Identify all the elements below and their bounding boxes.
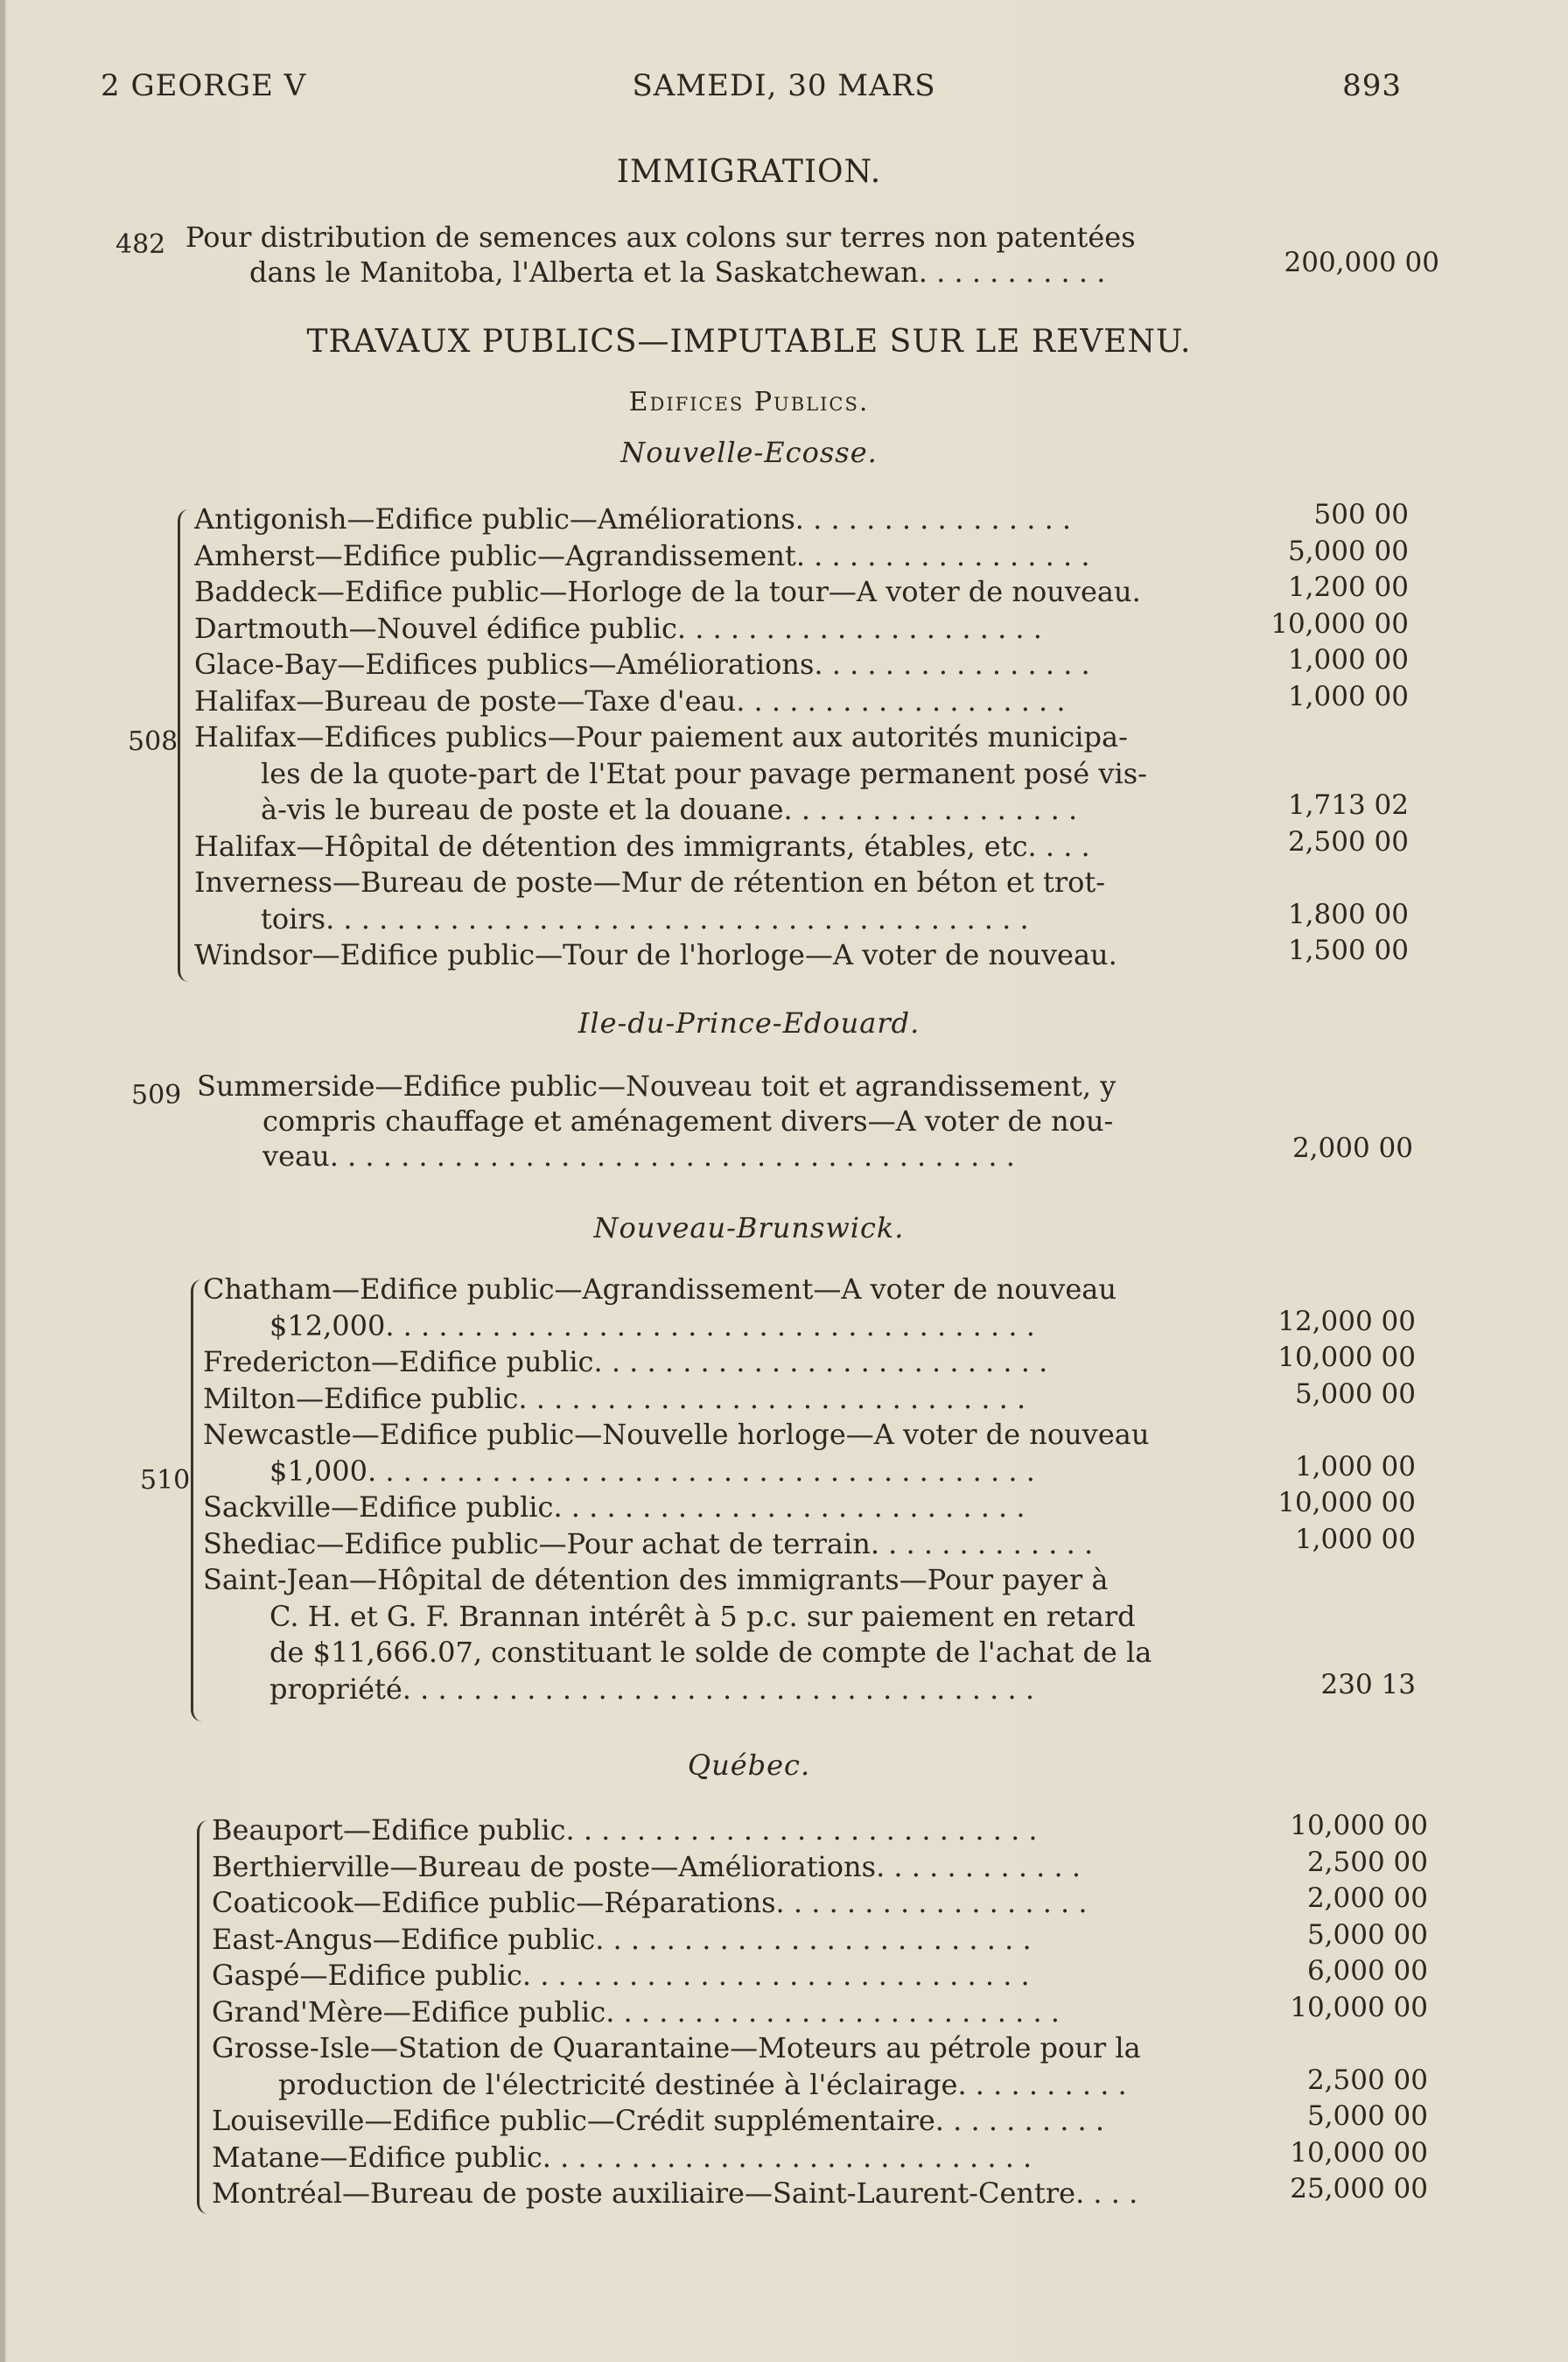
bracket: [197, 1820, 208, 2214]
entry-amount: 5,000 00: [1306, 1918, 1428, 1951]
entry-amount: 1,000 00: [1287, 644, 1409, 676]
entry-line: Coaticook—Edifice public—Réparations. . . . . . . . . . . . . . . . . .: [212, 1886, 1088, 1919]
entry-line: Chatham—Edifice public—Agrandissement—A voter de nouveau: [203, 1272, 1116, 1306]
entry-line: Sackville—Edifice public. . . . . . . . . . . . . . . . . . . . . . . . . . .: [203, 1490, 1026, 1524]
entry-amount: 1,000 00: [1287, 680, 1409, 712]
entry-line: $1,000. . . . . . . . . . . . . . . . . . . . . . . . . . . . . . . . . . . . . .: [270, 1454, 1035, 1488]
entry-amount: 1,800 00: [1287, 898, 1409, 930]
entry-line: dans le Manitoba, l'Alberta et la Saskatchewan. . . . . . . . . . .: [249, 256, 1106, 289]
vote-number: 482: [116, 229, 166, 260]
entry-amount: 10,000 00: [1270, 607, 1409, 640]
entry-amount: 2,000 00: [1292, 1132, 1413, 1164]
entry-amount: 230 13: [1320, 1668, 1416, 1700]
entry-line: Grand'Mère—Edifice public. . . . . . . . . . . . . . . . . . . . . . . . . .: [212, 1994, 1060, 2029]
entry-line: Grosse-Isle—Station de Quarantaine—Moteurs au pétrole pour la: [212, 2031, 1141, 2064]
entry-line: Newcastle—Edifice public—Nouvelle horloge—A voter de nouveau: [203, 1418, 1150, 1451]
entry-amount: 1,200 00: [1287, 571, 1409, 603]
province-heading-quebec: Québec.: [687, 1749, 811, 1782]
entry-line: Halifax—Hôpital de détention des immigrants, étables, etc. . . .: [194, 829, 1090, 863]
entry-amount: 1,000 00: [1294, 1523, 1416, 1555]
bracket: [178, 509, 189, 982]
entry-line: C. H. et G. F. Brannan intérêt à 5 p.c. sur paiement en retard: [270, 1599, 1136, 1633]
entry-amount: 6,000 00: [1306, 1955, 1428, 1987]
header-reign: 2 GEORGE V: [101, 68, 307, 103]
entry-line: veau. . . . . . . . . . . . . . . . . . . . . . . . . . . . . . . . . . . . . . .: [262, 1139, 1015, 1173]
entry-line: Beauport—Edifice public. . . . . . . . . . . . . . . . . . . . . . . . . . .: [212, 1813, 1038, 1847]
entry-line: $12,000. . . . . . . . . . . . . . . . . . . . . . . . . . . . . . . . . . . . .: [270, 1308, 1035, 1342]
entry-amount: 10,000 00: [1278, 1342, 1416, 1373]
entry-amount: 10,000 00: [1278, 1487, 1416, 1518]
entry-amount: 200,000 00: [1284, 247, 1439, 278]
entry-line: Baddeck—Edifice public—Horloge de la tour—A voter de nouveau.: [194, 575, 1141, 608]
entry-line: Halifax—Bureau de poste—Taxe d'eau. . . . . . . . . . . . . . . . . . .: [194, 683, 1066, 718]
entry-line: Montréal—Bureau de poste auxiliaire—Saint-Laurent-Centre. . . .: [212, 2176, 1138, 2210]
entry-line: les de la quote-part de l'Etat pour pavage permanent posé vis-: [261, 756, 1147, 790]
bracket: [191, 1279, 202, 1721]
entry-amount: 1,000 00: [1294, 1450, 1416, 1482]
entry-line: Berthierville—Bureau de poste—Améliorations. . . . . . . . . . . .: [212, 1849, 1082, 1883]
vote-number: 510: [140, 1465, 191, 1496]
entry-line: Saint-Jean—Hôpital de détention des immigrants—Pour payer à: [203, 1563, 1109, 1596]
entry-line: Milton—Edifice public. . . . . . . . . . . . . . . . . . . . . . . . . . . . .: [203, 1381, 1026, 1415]
entry-line: toirs. . . . . . . . . . . . . . . . . . . . . . . . . . . . . . . . . . . . . . . .: [261, 901, 1029, 936]
header-date: SAMEDI, 30 MARS: [632, 68, 936, 103]
entry-amount: 25,000 00: [1290, 2173, 1428, 2204]
section-title-travaux-publics: TRAVAUX PUBLICS—IMPUTABLE SUR LE REVENU.: [306, 324, 1192, 360]
entry-amount: 5,000 00: [1294, 1377, 1416, 1410]
entry-line: Inverness—Bureau de poste—Mur de rétention en béton et trot-: [194, 866, 1106, 899]
entry-amount: 2,500 00: [1306, 2064, 1428, 2096]
page-number: 893: [1342, 68, 1402, 103]
entry-line: de $11,666.07, constituant le solde de compte de l'achat de la: [270, 1636, 1152, 1669]
entry-line: à-vis le bureau de poste et la douane. . . . . . . . . . . . . . . . .: [261, 793, 1078, 826]
entry-line: Gaspé—Edifice public. . . . . . . . . . . . . . . . . . . . . . . . . . . . .: [212, 1959, 1030, 1992]
entry-amount: 1,713 02: [1287, 789, 1409, 821]
entry-line: Pour distribution de semences aux colons sur terres non patentées: [186, 221, 1136, 254]
entry-amount: 5,000 00: [1306, 2100, 1428, 2132]
entry-amount: 2,500 00: [1306, 1846, 1428, 1878]
entry-amount: 10,000 00: [1290, 1991, 1428, 2023]
entry-line: Summerside—Edifice public—Nouveau toit et agrandissement, y: [197, 1069, 1116, 1103]
section-title-immigration: IMMIGRATION.: [616, 154, 882, 190]
entry-amount: 2,500 00: [1287, 825, 1409, 858]
entry-amount: 500 00: [1313, 499, 1409, 530]
province-heading-nouveau-brunswick: Nouveau-Brunswick.: [593, 1211, 905, 1244]
subsection-title-edifices-publics: Edifices Publics.: [628, 387, 870, 417]
entry-amount: 5,000 00: [1287, 535, 1409, 567]
entry-line: Fredericton—Edifice public. . . . . . . . . . . . . . . . . . . . . . . . . .: [203, 1345, 1048, 1378]
entry-amount: 12,000 00: [1278, 1305, 1416, 1337]
province-heading-ile-du-prince-edouard: Ile-du-Prince-Edouard.: [578, 1006, 920, 1040]
entry-line: Matane—Edifice public. . . . . . . . . . . . . . . . . . . . . . . . . . . .: [212, 2140, 1032, 2174]
entry-amount: 10,000 00: [1290, 1810, 1428, 1841]
entry-line: propriété. . . . . . . . . . . . . . . . . . . . . . . . . . . . . . . . . . . .: [270, 1672, 1034, 1706]
entry-line: production de l'électricité destinée à l'éclairage. . . . . . . . . .: [278, 2067, 1127, 2101]
entry-line: Halifax—Edifices publics—Pour paiement aux autorités municipa-: [194, 720, 1128, 753]
province-heading-nouvelle-ecosse: Nouvelle-Ecosse.: [620, 436, 878, 469]
vote-number: 508: [128, 726, 178, 757]
entry-amount: 1,500 00: [1287, 935, 1409, 966]
vote-number: 509: [131, 1080, 182, 1111]
entry-line: Windsor—Edifice public—Tour de l'horloge—A voter de nouveau.: [194, 938, 1117, 971]
entry-line: Louiseville—Edifice public—Crédit supplémentaire. . . . . . . . . .: [212, 2104, 1105, 2137]
entry-line: Amherst—Edifice public—Agrandissement. . . . . . . . . . . . . . . . .: [194, 538, 1090, 572]
entry-amount: 2,000 00: [1306, 1882, 1428, 1914]
entry-amount: 10,000 00: [1290, 2136, 1428, 2169]
entry-line: compris chauffage et aménagement divers—A voter de nou-: [262, 1104, 1114, 1138]
entry-line: Dartmouth—Nouvel édifice public. . . . . . . . . . . . . . . . . . . . .: [194, 611, 1042, 645]
entry-line: East-Angus—Edifice public. . . . . . . . . . . . . . . . . . . . . . . . .: [212, 1922, 1032, 1956]
entry-line: Antigonish—Edifice public—Améliorations. . . . . . . . . . . . . . . .: [194, 502, 1072, 536]
entry-line: Shediac—Edifice public—Pour achat de terrain. . . . . . . . . . . . .: [203, 1526, 1094, 1560]
entry-line: Glace-Bay—Edifices publics—Améliorations. . . . . . . . . . . . . . . .: [194, 648, 1090, 681]
